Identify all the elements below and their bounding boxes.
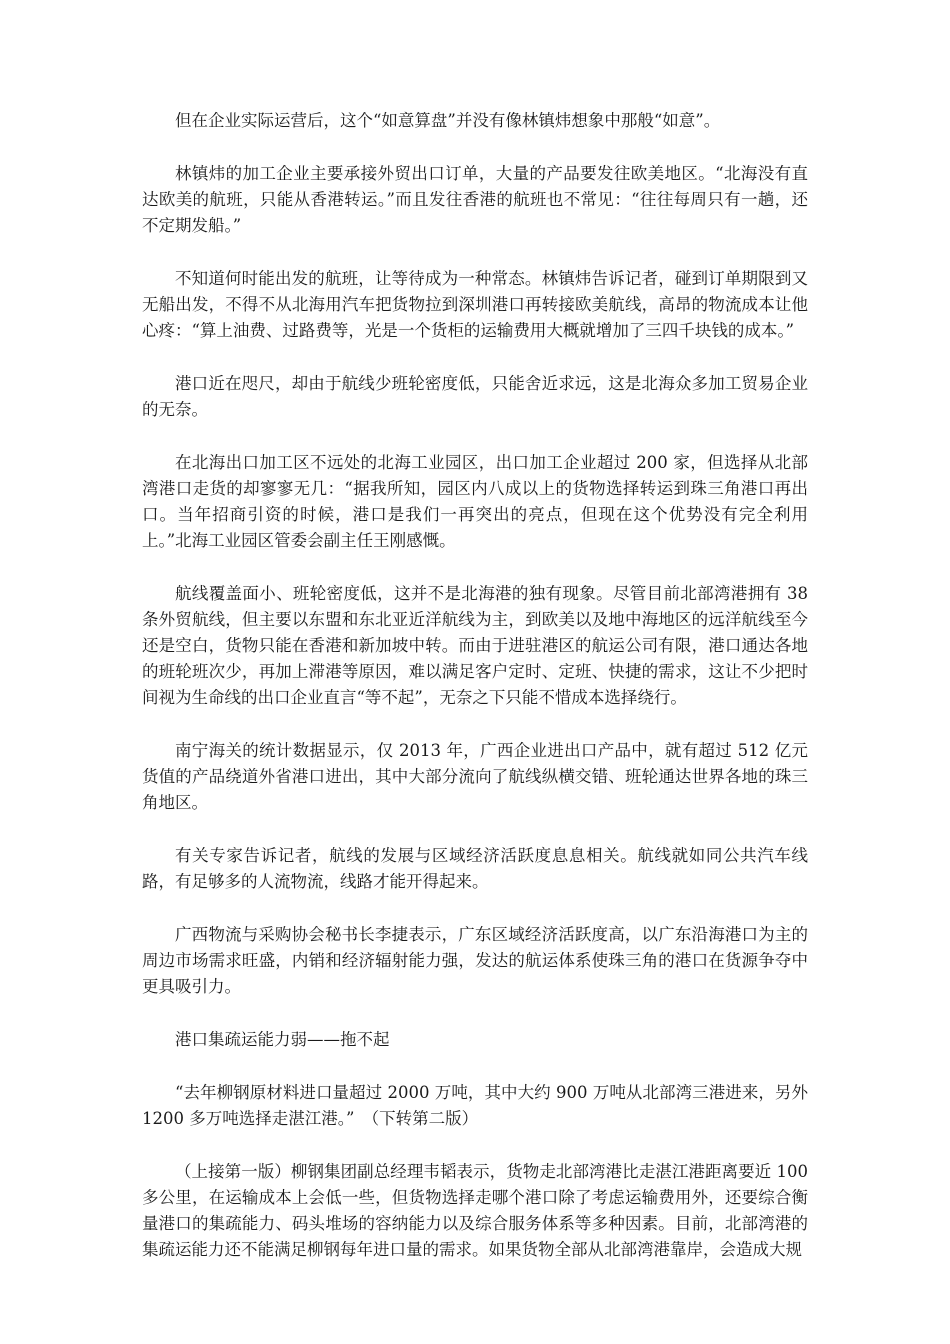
paragraph: 有关专家告诉记者，航线的发展与区域经济活跃度息息相关。航线就如同公共汽车线路，有足够多的人流物流，线路才能开得起来。 [142,846,808,891]
article-body [142,108,808,1290]
paragraph: 不知道何时能出发的航班，让等待成为一种常态。林镇炜告诉记者，碰到订单期限到又无船出发，不得不从北海用汽车把货物拉到深圳港口再转接欧美航线，高昂的物流成本让他心疼：“算上油费、过路费等，光是一个货柜的运输费用大概就增加了三四千块钱的成本。” [142,269,808,340]
paragraph: “去年柳钢原材料进口量超过 2000 万吨，其中大约 900 万吨从北部湾三港进来，另外1200 多万吨选择走湛江港。” （下转第二版） [142,1083,808,1128]
section-heading: 港口集疏运能力弱——拖不起 [175,1030,390,1049]
paragraph: （上接第一版）柳钢集团副总经理韦韬表示，货物走北部湾港比走湛江港距离要近 100多公里，在运输成本上会低一些，但货物选择走哪个港口除了考虑运输费用外，还要综合衡量港口的集疏能力、码头堆场的容纳能力以及综合服务体系等多种因素。目前，北部湾港的集疏运能力还不能满足柳钢每年进口量的需求。如果货物全部从北部湾港靠岸，会造成大规 [142,1162,808,1259]
paragraph: 广西物流与采购协会秘书长李捷表示，广东区域经济活跃度高，以广东沿海港口为主的周边市场需求旺盛，内销和经济辐射能力强，发达的航运体系使珠三角的港口在货源争夺中更具吸引力。 [142,925,808,996]
paragraph: 港口近在咫尺，却由于航线少班轮密度低，只能舍近求远，这是北海众多加工贸易企业的无奈。 [142,374,808,419]
paragraph: 在北海出口加工区不远处的北海工业园区，出口加工企业超过 200 家，但选择从北部湾港口走货的却寥寥无几：“据我所知，园区内八成以上的货物选择转运到珠三角港口再出口。当年招商引资的时候，港口是我们一再突出的亮点，但现在这个优势没有完全利用上。”北海工业园区管委会副主任王刚感慨。 [142,453,808,550]
paragraph: 南宁海关的统计数据显示，仅 2013 年，广西企业进出口产品中，就有超过 512 亿元货值的产品绕道外省港口进出，其中大部分流向了航线纵横交错、班轮通达世界各地的珠三角地区。 [142,741,808,812]
paragraph: 航线覆盖面小、班轮密度低，这并不是北海港的独有现象。尽管目前北部湾港拥有 38条外贸航线，但主要以东盟和东北亚近洋航线为主，到欧美以及地中海地区的远洋航线至今还是空白，货物只能在香港和新加坡中转。而由于进驻港区的航运公司有限，港口通达各地的班轮班次少，再加上滞港等原因，难以满足客户定时、定班、快捷的需求，这让不少把时间视为生命线的出口企业直言“等不起”，无奈之下只能不惜成本选择绕行。 [142,584,808,707]
paragraph: 但在企业实际运营后，这个“如意算盘”并没有像林镇炜想象中那般“如意”。 [175,111,721,130]
paragraph: 林镇炜的加工企业主要承接外贸出口订单，大量的产品要发往欧美地区。“北海没有直达欧美的航班，只能从香港转运。”而且发往香港的航班也不常见：“往往每周只有一趟，还不定期发船。” [142,164,808,235]
